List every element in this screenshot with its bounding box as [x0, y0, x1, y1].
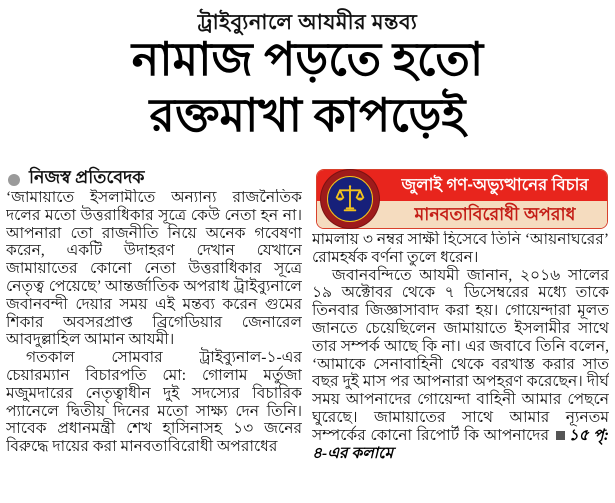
kicker: ট্রাইব্যুনালে আযমীর মন্তব্য [197, 10, 418, 34]
headline [0, 32, 615, 144]
byline-bullet-icon [8, 174, 20, 186]
article-paragraph-2-end: মামলায় ৩ নম্বর সাক্ষী হিসেবে তিনি ‘আয়নাঘরের’ রোমহর্ষক বর্ণনা তুলে ধরেন। [312, 231, 609, 266]
article-column-right [312, 231, 609, 493]
badge-top-text: জুলাই গণ-অভ্যুত্থানের বিচার [317, 170, 607, 201]
article-paragraph-1: ‘জামায়াতে ইসলামীতে অন্যান্য রাজনৈতিক দলের মতো উত্তরাধিকার সূত্রে কেউ নেতা হন না। আপনারা তো রাজনীতি নিয়ে অনেক গবেষণা করেন, একটি উদাহরণ দেখান যেখানে জামায়াতের কোনো নেতা উত্তরাধিকার সূত্রে নেতৃত্ব পেয়েছে’ আন্তর্জাতিক অপরাধ ট্রাইব্যুনালে জবানবন্দী দেয়ার সময় এই মন্তব্য করেন গুমের শিকার অবসরপ্রাপ্ত ব্রিগেডিয়ার জেনারেল আবদুল্লাহিল আমান আযমী। [6, 189, 302, 349]
badge-bottom-text: মানবতাবিরোধী অপরাধ [317, 201, 607, 228]
headline-line-2: রক্তমাখা কাপড়েই [149, 90, 466, 141]
tribunal-logo-disc [327, 176, 373, 222]
article-paragraph-3-text: জবানবন্দিতে আযমী জানান, ২০১৬ সালের ১৯ অক্টোবর থেকে ৭ ডিসেম্বরের মধ্যে তাকে তিনবার জিজ্ঞাসাবাদ করা হয়। গোয়েন্দারা মূলত জানতে চেয়েছিলেন জামায়াতে ইসলামীর সাথে তার সম্পর্ক আছে কি না। এর জবাবে তিনি বলেন, ‘আমাকে সেনাবাহিনী থেকে বরখাস্ত করার সাত বছর দুই মাস পর আপনারা অপহরণ করেছেন। দীর্ঘ সময় আপনাদের গোয়েন্দা বাহিনী আমার পেছনে ঘুরেছে। জামায়াতের সাথে আমার ন্যূনতম সম্পর্কের কোনো রিপোর্ট কি আপনাদের [312, 266, 609, 444]
article-paragraph-2-start: গতকাল সোমবার ট্রাইব্যুনাল-১-এর চেয়ারম্যান বিচারপতি মো: গোলাম মর্তুজা মজুমদারের নেতৃত্বাধীন দুই সদস্যের বিচারিক প্যানেলে দ্বিতীয় দিনের মতো সাক্ষ্য দেন তিনি। সাবেক প্রধানমন্ত্রী শেখ হাসিনাসহ ১৩ জনের বিরুদ্ধে দায়ের করা মানবতাবিরোধী অপরাধের [6, 349, 302, 456]
article-paragraph-3 [312, 267, 609, 463]
jump-square-icon [556, 431, 565, 440]
jump-reference: ১৫ পৃ: ৪-এর কলামে [312, 426, 609, 462]
scales-of-justice-icon [334, 183, 366, 215]
tribunal-logo [321, 170, 379, 228]
headline-line-1: নামাজ পড়তে হতো [131, 34, 484, 85]
byline-label: নিজস্ব প্রতিবেদক [29, 167, 145, 187]
article-column-left [6, 189, 302, 465]
tribunal-badge [316, 169, 608, 229]
